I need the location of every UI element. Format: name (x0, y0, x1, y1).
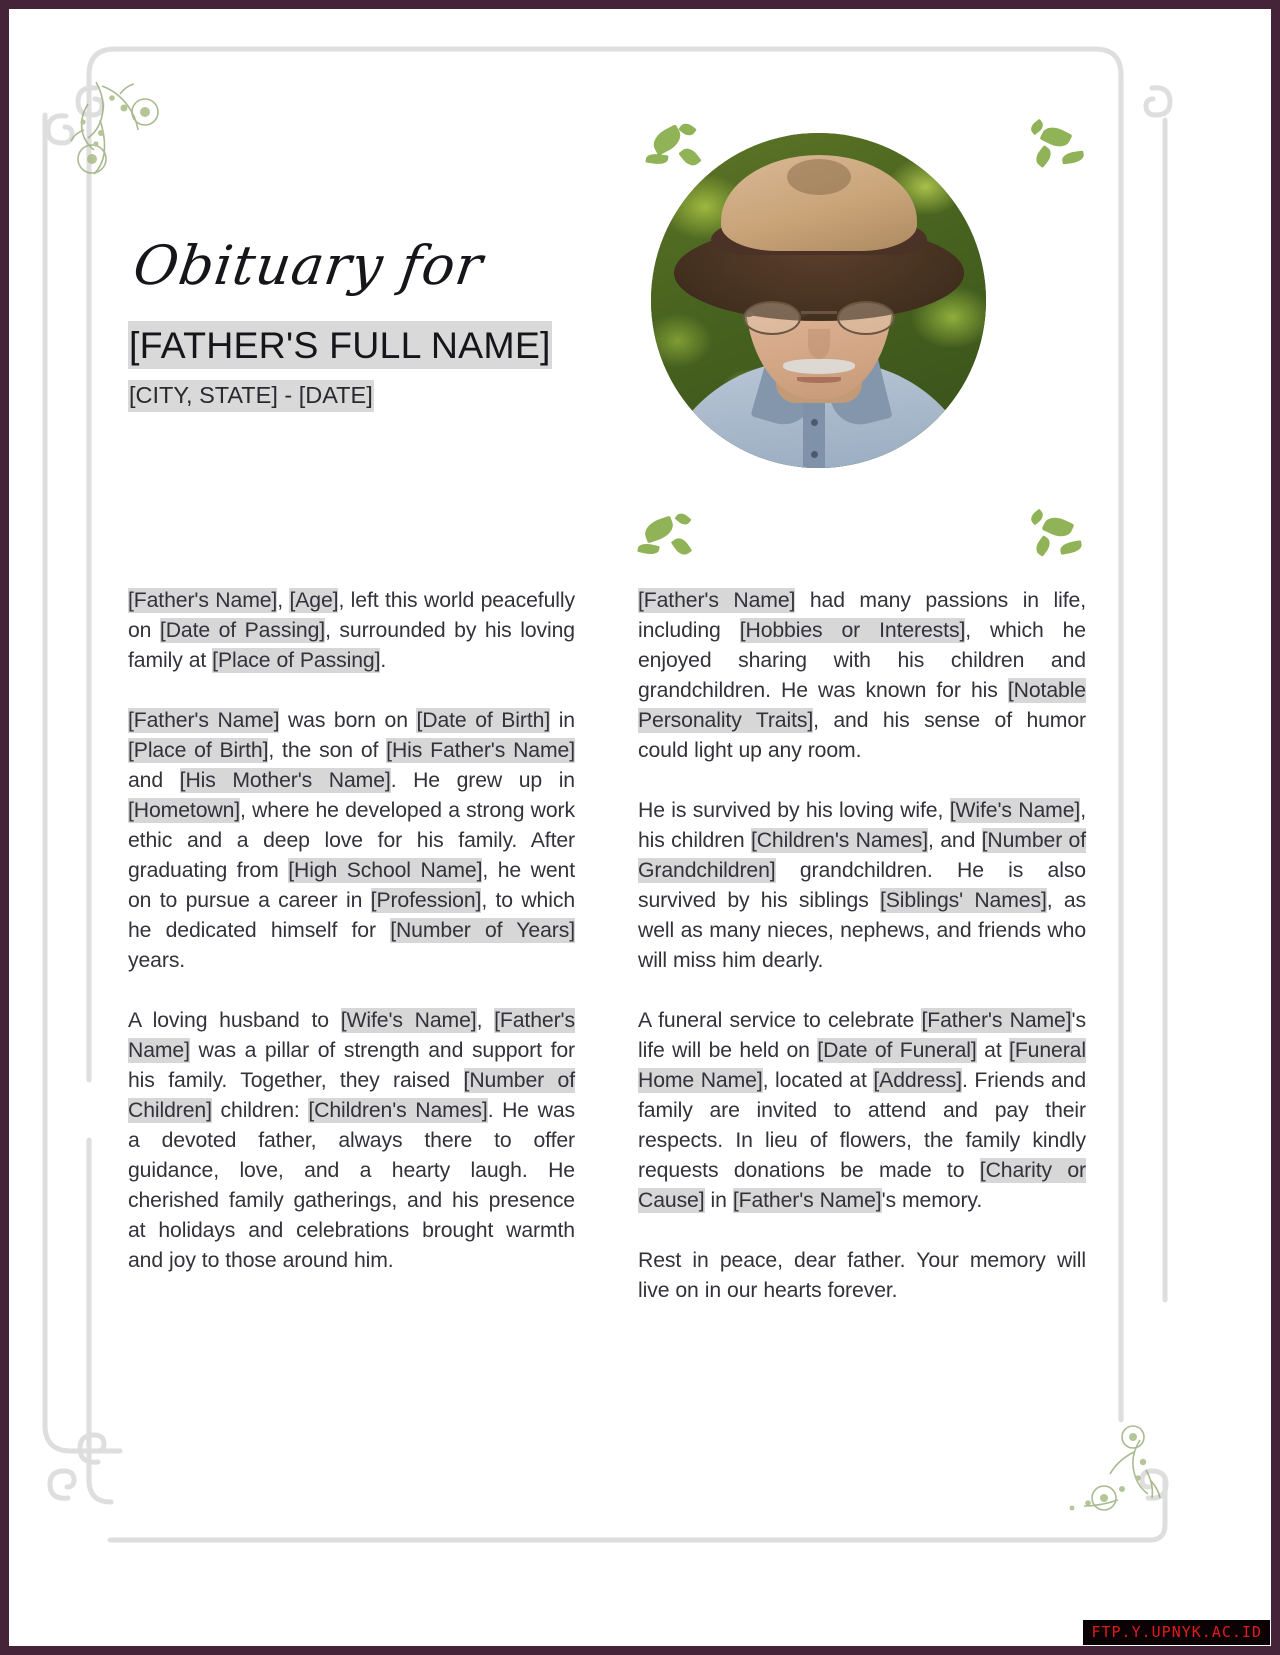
body-column-right (638, 586, 1086, 1306)
placeholder-field[interactable]: [Profession] (370, 889, 482, 912)
paragraph-family-man: A loving husband to [Wife's Name], [Father's Name] was a pillar of strength and support for his family. Together, they raised [Number of Children] children: [Children's Names]. He was a devoted father, always there to offer guidance, love, and a hearty laugh. He cherished family gatherings, and his presence at holidays and celebrations brought warmth and joy to those around him. (128, 1009, 575, 1272)
paragraph-closing: Rest in peace, dear father. Your memory will live on in our hearts forever. (638, 1249, 1086, 1302)
placeholder-field[interactable]: [His Father's Name] (386, 739, 575, 762)
placeholder-field[interactable]: [Place of Birth] (128, 739, 269, 762)
paragraph-early-life: [Father's Name] was born on [Date of Birth] in [Place of Birth], the son of [His Father's Name] and [His Mother's Name]. He grew up in [Hometown], where he developed a strong work ethic and a deep love for his family. After graduating from [High School Name], he went on to pursue a career in [Profession], to which he dedicated himself for [Number of Years] years. (128, 709, 576, 972)
glasses-lens-right (837, 301, 895, 335)
placeholder-field[interactable]: [Number of Years] (390, 919, 576, 942)
page-title: [FATHER'S FULL NAME] (128, 321, 552, 370)
placeholder-field[interactable]: [High School Name] (288, 859, 483, 882)
placeholder-field[interactable]: [Father's Name] (128, 589, 278, 612)
placeholder-field[interactable]: [Date of Birth] (416, 709, 551, 732)
watermark: FTP.Y.UPNYK.AC.ID (1083, 1620, 1270, 1645)
mouth (797, 377, 841, 383)
placeholder-field[interactable]: [Funeral Home Name] (638, 1039, 1086, 1092)
placeholder-field[interactable]: [Father's Name] (732, 1189, 882, 1212)
placeholder-field[interactable]: [Date of Funeral] (817, 1039, 977, 1062)
placeholder-field[interactable]: [Number of Grandchildren] (638, 829, 1087, 882)
placeholder-field[interactable]: [Charity or Cause] (638, 1159, 1086, 1212)
paragraph-passions: [Father's Name] had many passions in life, including [Hobbies or Interests], which he enjoyed sharing with his children and grandchildren. He was known for his [Notable Personality Traits], and his sense of humor could light up any room. (638, 589, 1086, 762)
placeholder-field[interactable]: [Hometown] (128, 799, 241, 822)
placeholder-field[interactable]: [Place of Passing] (212, 649, 381, 672)
placeholder-field[interactable]: [Wife's Name] (340, 1009, 477, 1032)
nose (808, 329, 830, 359)
placeholder-field[interactable]: [Children's Names] (750, 829, 929, 852)
placeholder-field[interactable]: [Father's Name] (921, 1009, 1072, 1032)
placeholder-field[interactable]: [Number of Children] (128, 1069, 575, 1122)
paragraph-survived-by: He is survived by his loving wife, [Wife's Name], his children [Children's Names], and [Number of Grandchildren] grandchildren. He is also survived by his siblings [Siblings' Names], as well as many nieces, nephews, and friends who will miss him dearly. (638, 799, 1087, 972)
hat-crease (787, 159, 851, 195)
placeholder-field[interactable]: [Father's Name] (128, 709, 280, 732)
placeholder-field[interactable]: [Date of Passing] (159, 619, 326, 642)
script-heading: Obituary for (129, 234, 488, 297)
leaf-accent-bottom-right (1026, 508, 1096, 568)
shirt-button (811, 419, 818, 426)
placeholder-field[interactable]: [His Mother's Name] (179, 769, 391, 792)
paragraph-service: A funeral service to celebrate [Father's Name]'s life will be held on [Date of Funeral] at [Funeral Home Name], located at [Address]. Friends and family are invited to attend and pay their respects. In lieu of flowers, the family kindly requests donations be made to [Charity or Cause] in [Father's Name]'s memory. (638, 1009, 1086, 1212)
paragraph-passing: [Father's Name], [Age], left this world peacefully on [Date of Passing], surrounded by his loving family at [Place of Passing]. (128, 589, 575, 672)
placeholder-field[interactable]: [Father's Name] (638, 589, 796, 612)
body-column-left (128, 586, 575, 1276)
placeholder-field[interactable]: [Address] (873, 1069, 962, 1092)
leaf-accent-bottom-left (634, 508, 704, 568)
placeholder-field[interactable]: [Father's Name] (128, 1009, 575, 1062)
placeholder-field[interactable]: [Age] (289, 589, 339, 612)
city-state-date: [CITY, STATE] - [DATE] (128, 380, 374, 412)
placeholder-field[interactable]: [Children's Names] (308, 1099, 488, 1122)
placeholder-field[interactable]: [Wife's Name] (949, 799, 1081, 822)
placeholder-field[interactable]: [Notable Personality Traits] (638, 679, 1086, 732)
placeholder-field[interactable]: [Siblings' Names] (879, 889, 1047, 912)
glasses-lens-left (743, 301, 801, 335)
placeholder-field[interactable]: [Hobbies or Interests] (739, 619, 966, 642)
leaf-accent-top-right (1026, 120, 1096, 180)
mustache (783, 359, 855, 374)
shirt-button (811, 451, 818, 458)
portrait-photo (651, 133, 986, 468)
obituary-header (128, 234, 608, 412)
glasses-bridge (801, 311, 837, 314)
